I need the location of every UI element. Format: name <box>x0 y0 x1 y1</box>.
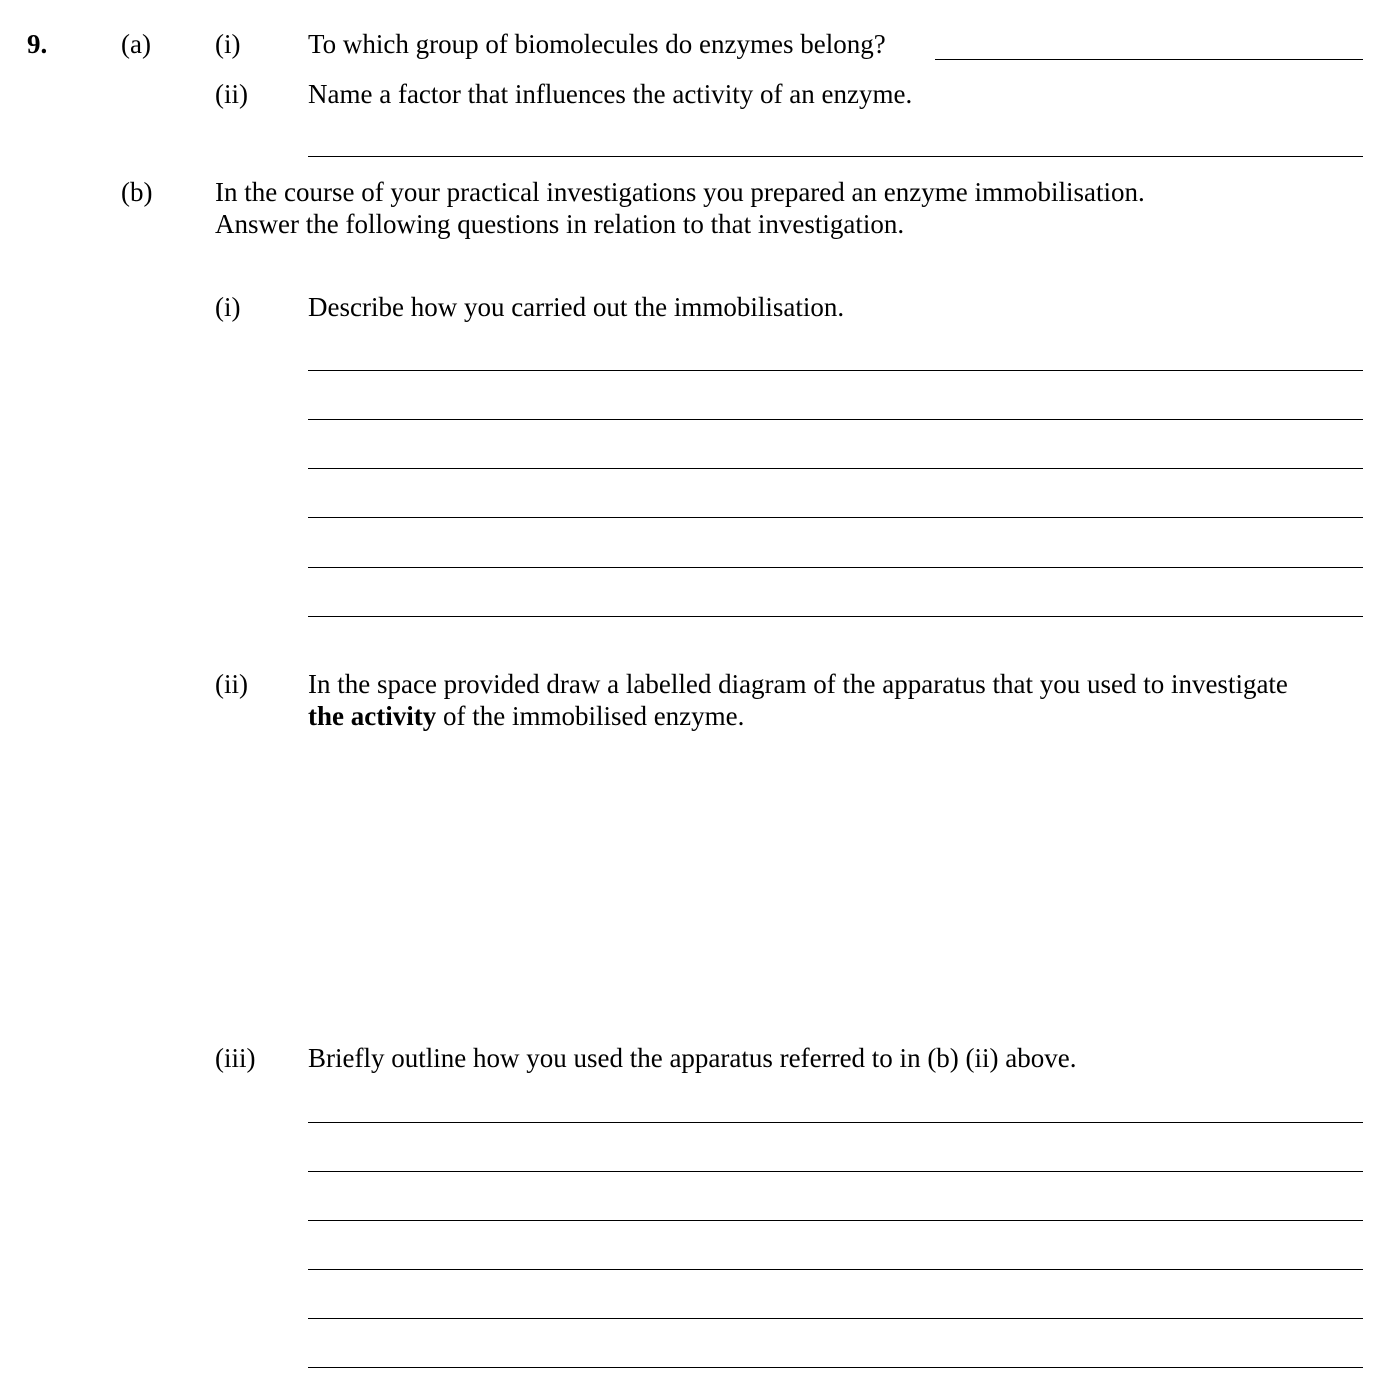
answer-line-b-i-5[interactable] <box>308 567 1363 568</box>
diagram-drawing-space[interactable] <box>308 745 1363 1025</box>
part-b-iii-text: Briefly outline how you used the apparatus referred to in (b) (ii) above. <box>308 1043 1077 1073</box>
part-a-ii-text: Name a factor that influences the activity of an enzyme. <box>308 79 913 109</box>
answer-line-b-i-4[interactable] <box>308 517 1363 518</box>
answer-line-b-iii-6[interactable] <box>308 1367 1363 1368</box>
answer-line-b-iii-5[interactable] <box>308 1318 1363 1319</box>
part-b-intro-line1: In the course of your practical investigations you prepared an enzyme immobilisation. <box>215 177 1145 207</box>
part-a-i-text: To which group of biomolecules do enzymes belong? <box>308 29 886 59</box>
answer-line-b-i-6[interactable] <box>308 616 1363 617</box>
answer-line-b-i-2[interactable] <box>308 419 1363 420</box>
part-b-ii-text-line2 <box>308 700 744 733</box>
question-number: 9. <box>27 29 48 59</box>
answer-line-a-ii[interactable] <box>308 156 1363 157</box>
part-a-ii-label: (ii) <box>215 79 248 109</box>
part-b-i-text: Describe how you carried out the immobilisation. <box>308 292 845 322</box>
answer-line-b-i-1[interactable] <box>308 370 1363 371</box>
part-b-iii-label: (iii) <box>215 1043 256 1073</box>
part-a-label: (a) <box>121 29 151 59</box>
part-b-label: (b) <box>121 177 153 207</box>
answer-line-b-i-3[interactable] <box>308 468 1363 469</box>
part-b-i-label: (i) <box>215 292 241 322</box>
answer-line-a-i[interactable] <box>935 59 1363 60</box>
part-b-ii-text-line1: In the space provided draw a labelled diagram of the apparatus that you used to investigate <box>308 669 1288 699</box>
part-b-ii-label: (ii) <box>215 669 248 699</box>
answer-line-b-iii-2[interactable] <box>308 1171 1363 1172</box>
part-b-ii-bold-text: the activity <box>308 701 437 731</box>
answer-line-b-iii-4[interactable] <box>308 1269 1363 1270</box>
answer-line-b-iii-3[interactable] <box>308 1220 1363 1221</box>
part-b-ii-text-rest: of the immobilised enzyme. <box>436 701 745 731</box>
answer-line-b-iii-1[interactable] <box>308 1122 1363 1123</box>
part-b-intro-line2: Answer the following questions in relation to that investigation. <box>215 209 905 239</box>
part-a-i-label: (i) <box>215 29 241 59</box>
